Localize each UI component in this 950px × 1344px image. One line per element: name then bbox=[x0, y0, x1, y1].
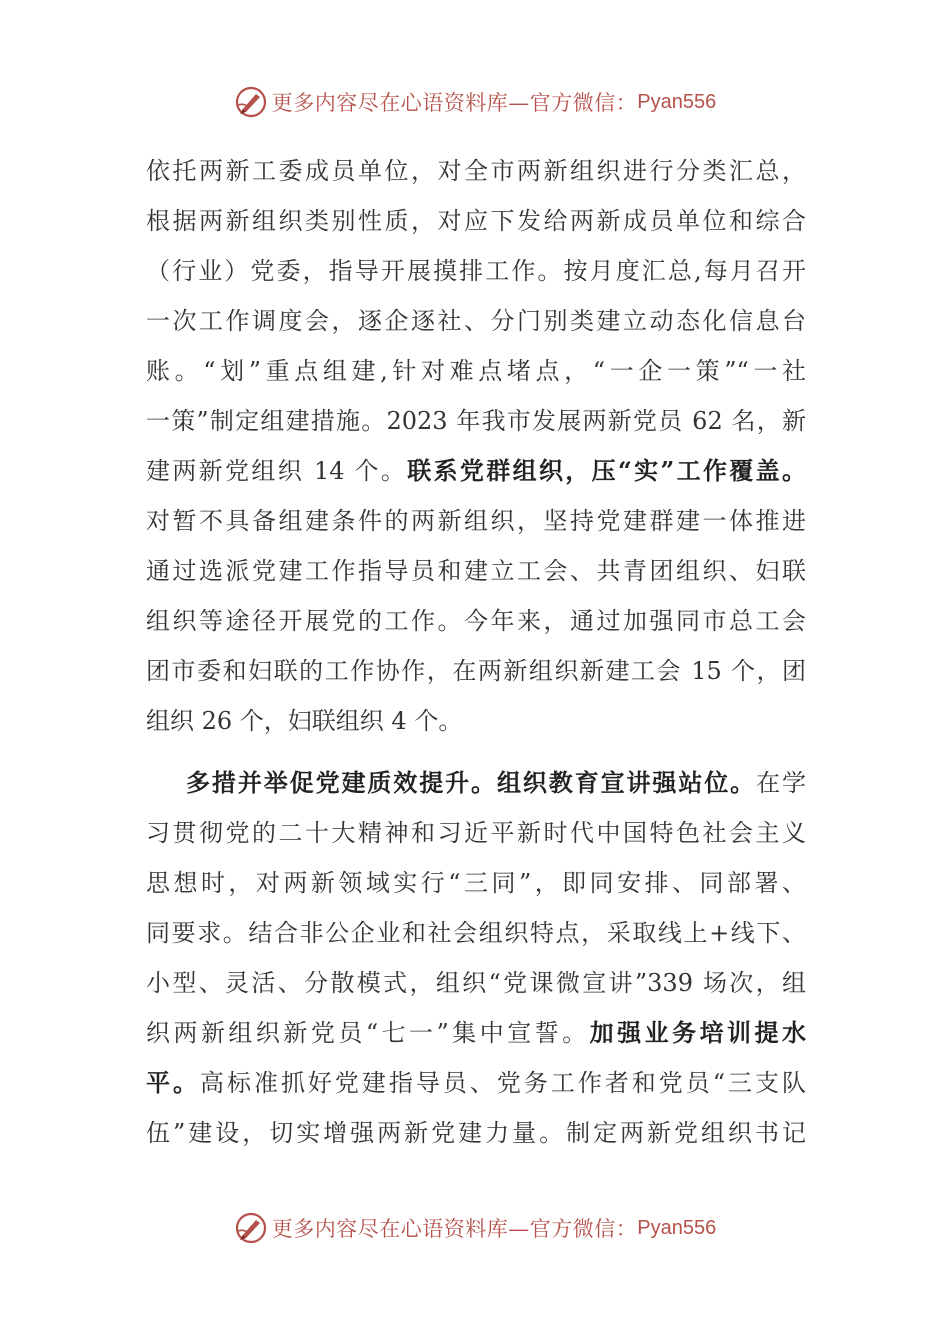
header-banner-wechat-id: Pyan556 bbox=[637, 90, 717, 113]
paragraph-2 bbox=[146, 758, 806, 1158]
text-line: 通过选派党建工作指导员和建立工会、共青团组织、妇联 bbox=[146, 557, 806, 585]
text-line: 对暂不具备组建条件的两新组织，坚持党建群建一体推进 bbox=[146, 507, 806, 535]
text-line: 一策”制定组建措施。2023 年我市发展两新党员 62 名，新 bbox=[146, 407, 806, 435]
text-line: （行业）党委，指导开展摸排工作。按月度汇总,每月召开 bbox=[146, 257, 806, 285]
text-line: 组织 26 个，妇联组织 4 个。 bbox=[146, 707, 463, 735]
footer-banner-wechat-id: Pyan556 bbox=[637, 1216, 717, 1239]
bold-heading: 平。 bbox=[146, 1068, 200, 1097]
text-line: 账。“划”重点组建,针对难点堵点，“一企一策”“一社 bbox=[146, 357, 806, 385]
text-line: 一次工作调度会，逐企逐社、分门别类建立动态化信息台 bbox=[146, 307, 806, 335]
document-body bbox=[146, 146, 806, 1158]
text-line: 小型、灵活、分散模式，组织“党课微宣讲”339 场次，组 bbox=[146, 969, 806, 997]
text-line: 平。高标准抓好党建指导员、党务工作者和党员“三支队 bbox=[146, 1068, 806, 1097]
bold-heading: 多措并举促党建质效提升。组织教育宣讲强站位。 bbox=[186, 768, 757, 797]
text-line: 织两新组织新党员“七一”集中宣誓。加强业务培训提水 bbox=[146, 1018, 806, 1047]
text-line: 团市委和妇联的工作协作，在两新组织新建工会 15 个，团 bbox=[146, 657, 806, 685]
footer-banner-text: 更多内容尽在心语资料库—官方微信： bbox=[271, 1217, 638, 1241]
footer-banner bbox=[0, 1208, 950, 1248]
text-line: 建两新党组织 14 个。联系党群组织，压“实”工作覆盖。 bbox=[146, 456, 806, 485]
pen-logo-icon bbox=[234, 85, 268, 119]
text-line: 同要求。结合非公企业和社会组织特点，采取线上+线下、 bbox=[146, 919, 806, 947]
paragraph-1 bbox=[146, 146, 806, 746]
bold-heading: 联系党群组织，压“实”工作覆盖。 bbox=[407, 456, 806, 485]
bold-heading: 加强业务培训提水 bbox=[589, 1018, 806, 1047]
text-line: 多措并举促党建质效提升。组织教育宣讲强站位。在学 bbox=[186, 768, 806, 797]
header-banner-text: 更多内容尽在心语资料库—官方微信： bbox=[271, 91, 638, 115]
header-banner bbox=[0, 82, 950, 122]
text-line: 思想时，对两新领域实行“三同”，即同安排、同部署、 bbox=[146, 869, 806, 897]
text-line: 习贯彻党的二十大精神和习近平新时代中国特色社会主义 bbox=[146, 819, 806, 847]
text-line: 根据两新组织类别性质，对应下发给两新成员单位和综合 bbox=[146, 207, 806, 235]
text-line: 组织等途径开展党的工作。今年来，通过加强同市总工会 bbox=[146, 607, 806, 635]
pen-logo-icon bbox=[234, 1211, 268, 1245]
text-line: 依托两新工委成员单位，对全市两新组织进行分类汇总， bbox=[146, 157, 806, 185]
text-line: 伍”建设，切实增强两新党建力量。制定两新党组织书记 bbox=[146, 1119, 806, 1147]
